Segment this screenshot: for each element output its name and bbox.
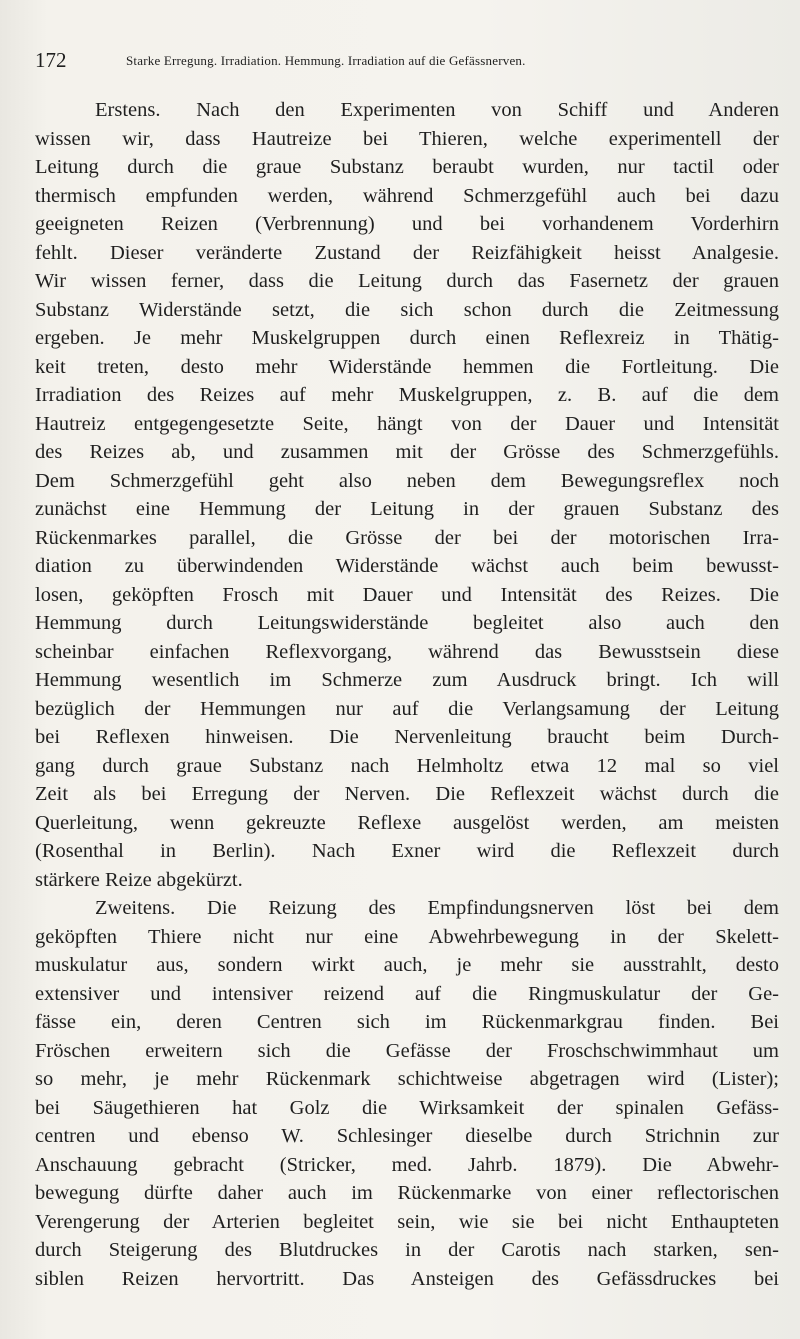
- text-line: extensiver und intensiver reizend auf die Ringmuskulatur der Ge-: [35, 982, 779, 1005]
- text-line: Dem Schmerzgefühl geht also neben dem Bewegungsreflex noch: [35, 469, 779, 492]
- text-line: geeigneten Reizen (Verbrennung) und bei vorhandenem Vorderhirn: [35, 213, 779, 235]
- text-line: muskulatur aus, sondern wirkt auch, je mehr sie ausstrahlt, desto: [35, 954, 779, 976]
- text-line: fässe ein, deren Centren sich im Rückenmarkgrau finden. Bei: [35, 1011, 779, 1033]
- text-line: Zweitens. Die Reizung des Empfindungsnerven löst bei dem: [95, 897, 779, 919]
- text-line: des Reizes ab, und zusammen mit der Grösse des Schmerzgefühls.: [35, 441, 779, 463]
- text-line: Irradiation des Reizes auf mehr Muskelgruppen, z. B. auf die dem: [35, 384, 779, 406]
- text-line: so mehr, je mehr Rückenmark schichtweise abgetragen wird (Lister);: [35, 1068, 779, 1090]
- text-line: ergeben. Je mehr Muskelgruppen durch einen Reflexreiz in Thätig-: [35, 327, 779, 349]
- text-line: zunächst eine Hemmung der Leitung in der grauen Substanz des: [35, 498, 779, 520]
- running-head: Starke Erregung. Irradiation. Hemmung. Irradiation auf die Gefässnerven.: [126, 53, 526, 68]
- page-header: [35, 46, 775, 74]
- text-line: keit treten, desto mehr Widerstände hemmen die Fortleitung. Die: [35, 355, 779, 378]
- text-line: Hemmung durch Leitungswiderstände begleitet also auch den: [35, 612, 779, 634]
- text-line: Zeit als bei Erregung der Nerven. Die Reflexzeit wächst durch die: [35, 783, 779, 805]
- text-line: centren und ebenso W. Schlesinger dieselbe durch Strichnin zur: [35, 1125, 779, 1147]
- text-line: fehlt. Dieser veränderte Zustand der Reizfähigkeit heisst Analgesie.: [35, 241, 779, 264]
- text-line: Erstens. Nach den Experimenten von Schiff und Anderen: [95, 99, 779, 121]
- text-line: scheinbar einfachen Reflexvorgang, während das Bewusstsein diese: [35, 640, 779, 663]
- text-line: Anschauung gebracht (Stricker, med. Jahrb. 1879). Die Abwehr-: [35, 1153, 779, 1176]
- text-line: bezüglich der Hemmungen nur auf die Verlangsamung der Leitung: [35, 697, 779, 720]
- text-line: Querleitung, wenn gekreuzte Reflexe ausgelöst werden, am meisten: [35, 811, 779, 834]
- text-line: Hemmung wesentlich im Schmerze zum Ausdruck bringt. Ich will: [35, 669, 779, 691]
- text-line: bewegung dürfte daher auch im Rückenmarke von einer reflectorischen: [35, 1182, 779, 1204]
- text-line: stärkere Reize abgekürzt.: [35, 868, 243, 891]
- text-line: wissen wir, dass Hautreize bei Thieren, welche experimentell der: [35, 127, 779, 150]
- text-line: Substanz Widerstände setzt, die sich schon durch die Zeitmessung: [35, 298, 779, 321]
- text-line: siblen Reizen hervortritt. Das Ansteigen des Gefässdruckes bei: [35, 1267, 779, 1290]
- text-line: (Rosenthal in Berlin). Nach Exner wird die Reflexzeit durch: [35, 840, 779, 862]
- text-line: losen, geköpften Frosch mit Dauer und Intensität des Reizes. Die: [35, 583, 779, 606]
- text-line: bei Säugethieren hat Golz die Wirksamkeit der spinalen Gefäss-: [35, 1096, 779, 1119]
- text-line: bei Reflexen hinweisen. Die Nervenleitung braucht beim Durch-: [35, 726, 779, 748]
- page-number: 172: [35, 48, 67, 72]
- text-line: Wir wissen ferner, dass die Leitung durch das Fasernetz der grauen: [35, 270, 779, 292]
- text-line: Verengerung der Arterien begleitet sein, wie sie bei nicht Enthaupteten: [35, 1210, 779, 1233]
- text-line: durch Steigerung des Blutdruckes in der Carotis nach starken, sen-: [35, 1239, 779, 1261]
- text-line: gang durch graue Substanz nach Helmholtz etwa 12 mal so viel: [35, 754, 779, 777]
- text-line: thermisch empfunden werden, während Schmerzgefühl auch bei dazu: [35, 184, 779, 207]
- text-line: Hautreiz entgegengesetzte Seite, hängt von der Dauer und Intensität: [35, 412, 779, 435]
- text-line: geköpften Thiere nicht nur eine Abwehrbewegung in der Skelett-: [35, 925, 779, 948]
- text-line: Leitung durch die graue Substanz beraubt wurden, nur tactil oder: [35, 156, 779, 178]
- text-line: Fröschen erweitern sich die Gefässe der Froschschwimmhaut um: [35, 1039, 779, 1062]
- text-line: diation zu überwindenden Widerstände wächst auch beim bewusst-: [35, 555, 779, 577]
- body-text: [35, 96, 779, 1293]
- text-line: Rückenmarkes parallel, die Grösse der bei der motorischen Irra-: [35, 526, 779, 549]
